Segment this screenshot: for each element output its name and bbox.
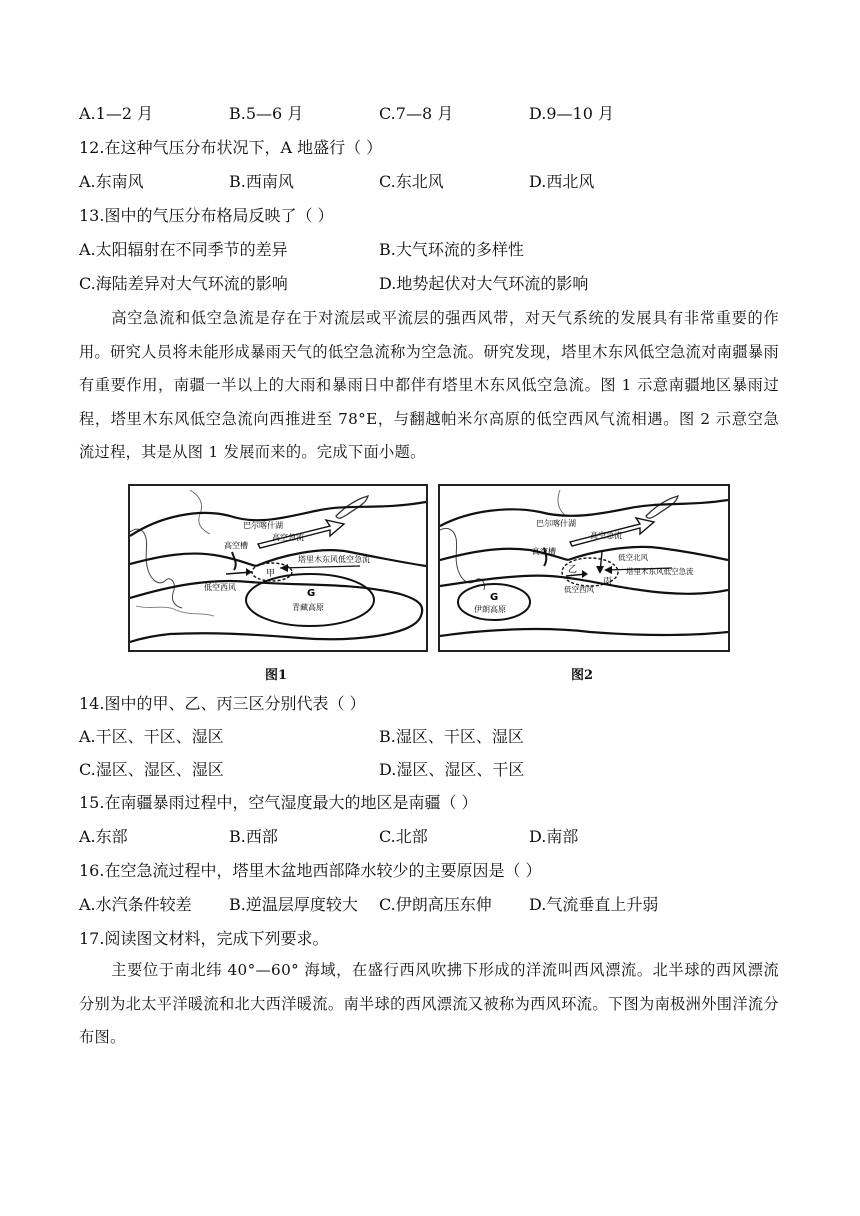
fig1-lake-label: 巴尔喀什湖 bbox=[243, 521, 283, 530]
q13-option-d: D.地势起伏对大气环流的影响 bbox=[379, 274, 589, 293]
q14-option-d: D.湿区、湿区、干区 bbox=[379, 760, 525, 779]
upper-westerly-line bbox=[130, 502, 426, 536]
q11-option-b: B.5—6 月 bbox=[229, 104, 304, 123]
q11-option-d: D.9—10 月 bbox=[529, 104, 614, 123]
high-pressure-contour bbox=[246, 574, 374, 626]
figure-1-svg bbox=[130, 486, 426, 650]
q15-option-b: B.西部 bbox=[229, 827, 278, 846]
trough-line-left bbox=[130, 554, 256, 566]
q13-option-a: A.太阳辐射在不同季节的差异 bbox=[79, 240, 288, 259]
q16-option-d: D.气流垂直上升弱 bbox=[529, 895, 659, 914]
border-line bbox=[136, 606, 214, 616]
figure-2-svg bbox=[440, 486, 728, 650]
q15-option-c: C.北部 bbox=[379, 827, 428, 846]
westerly-arrowhead bbox=[246, 568, 252, 576]
fig1-high-symbol: G bbox=[307, 588, 316, 599]
q12-option-b: B.西南风 bbox=[229, 172, 294, 191]
q14-option-b: B.湿区、干区、湿区 bbox=[379, 727, 524, 746]
passage-west-wind-drift bbox=[79, 954, 779, 1055]
fig1-westerly-label: 低空西风 bbox=[204, 583, 236, 592]
fig2-zone-b-label: 乙 bbox=[568, 565, 578, 575]
q17-stem: 17.阅读图文材料，完成下列要求。 bbox=[79, 929, 329, 948]
tarim-jet-arrow bbox=[280, 566, 360, 568]
q15-option-a: A.东部 bbox=[79, 827, 128, 846]
q13-stem: 13.图中的气压分布格局反映了（ ） bbox=[79, 206, 334, 225]
north-wind-arrowhead bbox=[596, 566, 604, 574]
fig2-zone-c-label: 丙 bbox=[603, 577, 613, 587]
q12-option-c: C.东北风 bbox=[379, 172, 444, 191]
q12-option-d: D.西北风 bbox=[529, 172, 595, 191]
q15-stem: 15.在南疆暴雨过程中，空气湿度最大的地区是南疆（ ） bbox=[79, 793, 478, 812]
coastline-top bbox=[558, 490, 566, 516]
westerly-arrowhead bbox=[582, 570, 588, 578]
q11-option-c: C.7—8 月 bbox=[379, 104, 454, 123]
q13-option-b: B.大气环流的多样性 bbox=[379, 240, 524, 259]
fig1-upper-jet-label: 高空急流 bbox=[272, 533, 304, 542]
q12-stem: 12.在这种气压分布状况下，A 地盛行（ ） bbox=[79, 138, 383, 157]
q14-stem: 14.图中的甲、乙、丙三区分别代表（ ） bbox=[79, 694, 366, 713]
tarim-jet-arrowhead bbox=[604, 566, 612, 574]
figure-2-caption: 图2 bbox=[570, 668, 594, 683]
passage-west-wind-drift-text: 主要位于南北纬 40°—60° 海域，在盛行西风吹拂下形成的洋流叫西风漂流。北半球的西风漂流分别为北太平洋暖流和北大西洋暖流。南半球的西风漂流又被称为西风环流。下图为南极洲外围洋流分布图。 bbox=[79, 961, 779, 1046]
q14-option-c: C.湿区、湿区、湿区 bbox=[79, 760, 224, 779]
trough-symbol bbox=[232, 552, 236, 570]
fig1-zone-jia-label: 甲 bbox=[266, 569, 276, 579]
fig1-plateau-label: 青藏高原 bbox=[292, 603, 324, 612]
passage-jet-stream-text: 高空急流和低空急流是存在于对流层或平流层的强西风带，对天气系统的发展具有非常重要的作用。研究人员将未能形成暴雨天气的低空急流称为空急流。研究发现，塔里木东风低空急流对南疆暴雨有重要作用，南疆一半以上的大雨和暴雨日中都伴有塔里木东风低空急流。图 1 示意南疆地区暴雨过程，塔里木东风低空急流向西推进至 78°E，与翻越帕米尔高原的低空西风气流相遇。图 2 示意空急流过程，其是从图 1 发展而来的。完成下面小题。 bbox=[79, 309, 779, 461]
fig2-upper-jet-label: 高空急流 bbox=[590, 531, 622, 540]
fig2-westerly-label: 低空西风 bbox=[564, 585, 594, 594]
figure-1-map bbox=[128, 484, 428, 652]
q15-option-d: D.南部 bbox=[529, 827, 579, 846]
outer-contour bbox=[440, 629, 728, 636]
fig2-trough-label: 高空槽 bbox=[532, 547, 556, 556]
fig1-trough-label: 高空槽 bbox=[224, 541, 248, 550]
fig2-north-wind-label: 低空北风 bbox=[618, 553, 648, 562]
fig2-lake-label: 巴尔喀什湖 bbox=[536, 519, 576, 528]
fig2-plateau-label: 伊朗高原 bbox=[474, 605, 506, 614]
figure-1-caption: 图1 bbox=[264, 668, 288, 683]
fig2-high-symbol: G bbox=[490, 592, 499, 603]
trough-line-right bbox=[568, 547, 728, 560]
q16-stem: 16.在空急流过程中，塔里木盆地西部降水较少的主要原因是（ ） bbox=[79, 861, 542, 880]
q14-option-a: A.干区、干区、湿区 bbox=[79, 727, 224, 746]
fig2-tarim-jet-label: 塔里木东风低空急流 bbox=[626, 567, 694, 576]
figure-2-map bbox=[438, 484, 730, 652]
q11-option-a: A.1—2 月 bbox=[79, 104, 154, 123]
q16-option-b: B.逆温层厚度较大 bbox=[229, 895, 358, 914]
lake-balkhash-shape bbox=[646, 496, 678, 518]
q16-option-c: C.伊朗高压东伸 bbox=[379, 895, 492, 914]
passage-jet-stream bbox=[79, 302, 779, 470]
q12-option-a: A.东南风 bbox=[79, 172, 144, 191]
upper-westerly-line bbox=[440, 500, 728, 526]
q13-option-c: C.海陆差异对大气环流的影响 bbox=[79, 274, 288, 293]
fig1-tarim-jet-label: 塔里木东风低空急流 bbox=[298, 555, 370, 564]
q16-option-a: A.水汽条件较差 bbox=[79, 895, 192, 914]
